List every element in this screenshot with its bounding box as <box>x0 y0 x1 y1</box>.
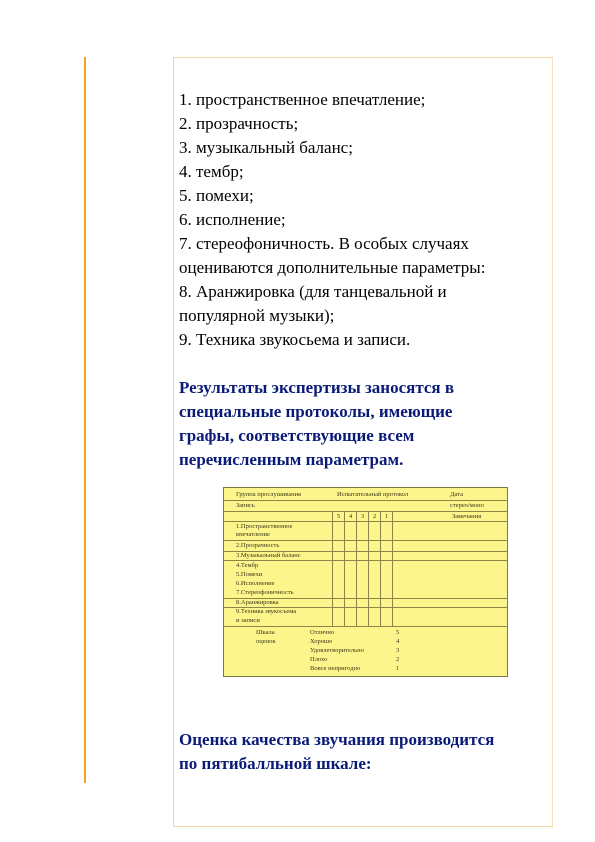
form-rule <box>224 511 507 512</box>
form-scale-item: Плохо <box>310 656 328 663</box>
form-header-date: Дата <box>450 491 463 498</box>
form-col-rule <box>356 511 357 626</box>
form-param: 2.Прозрачность <box>236 542 280 549</box>
form-score-col: 5 <box>337 513 341 520</box>
form-header-record: Запись <box>236 502 255 509</box>
form-notes-col: Замечания <box>452 513 482 520</box>
form-scale-item: Вовсе непригодно <box>310 665 361 672</box>
form-score-col: 4 <box>349 513 353 520</box>
list-item: 7. стереофоничность. В особых случаях <box>179 234 469 253</box>
paragraph-line: графы, соответствующие всем <box>179 426 415 445</box>
form-scale-score: 4 <box>396 638 400 645</box>
form-param: 1.Пространственное <box>236 523 293 530</box>
list-item: 2. прозрачность; <box>179 114 299 133</box>
list-item: 1. пространственное впечатление; <box>179 90 426 109</box>
form-scale-item: Отлично <box>310 629 335 636</box>
form-scale-score: 1 <box>396 665 400 672</box>
paragraph-line: специальные протоколы, имеющие <box>179 402 453 421</box>
form-rule <box>224 540 507 541</box>
list-item: 4. тембр; <box>179 162 244 181</box>
paragraph-line: Результаты экспертизы заносятся в <box>179 378 455 397</box>
form-param: 4.Тембр <box>236 562 259 569</box>
form-header-group: Группа прослушивания <box>236 491 302 498</box>
form-scale-score: 3 <box>396 647 400 654</box>
form-rule <box>224 500 507 501</box>
form-param: 3.Музыкальный баланс <box>236 552 301 559</box>
form-col-rule <box>332 511 333 626</box>
form-param: и записи <box>236 617 260 624</box>
grading-scale-caption <box>179 728 559 776</box>
form-rule <box>224 521 507 522</box>
form-score-col: 2 <box>373 513 377 520</box>
list-item: оцениваются дополнительные параметры: <box>179 258 486 277</box>
list-item: 9. Техника звукосьема и записи. <box>179 330 411 349</box>
form-scale-item: Удовлетворительно <box>310 647 364 654</box>
results-paragraph <box>179 376 549 472</box>
form-col-rule <box>392 511 393 626</box>
form-col-rule <box>344 511 345 626</box>
form-param: 6.Исполнение <box>236 580 275 587</box>
list-item: 6. исполнение; <box>179 210 286 229</box>
form-rule <box>224 626 507 627</box>
parameters-list <box>179 88 549 352</box>
caption-line: по пятибалльной шкале: <box>179 754 372 773</box>
form-param: 8.Аранжировка <box>236 599 279 606</box>
form-score-col: 1 <box>385 513 389 520</box>
form-scale-label: Шкала <box>256 629 275 636</box>
form-scale-score: 5 <box>396 629 400 636</box>
protocol-form-image <box>223 487 508 677</box>
form-header-title: Испытательный протокол <box>337 491 409 498</box>
form-scale-label: оценок <box>256 638 276 645</box>
list-item: 3. музыкальный баланс; <box>179 138 353 157</box>
form-score-col: 3 <box>361 513 365 520</box>
paragraph-line: перечисленным параметрам. <box>179 450 404 469</box>
form-param: 9.Техника звукосъема <box>236 608 297 615</box>
form-scale-item: Хорошо <box>310 638 333 645</box>
form-col-rule <box>368 511 369 626</box>
list-item: популярной музыки); <box>179 306 335 325</box>
form-col-rule <box>380 511 381 626</box>
caption-line: Оценка качества звучания производится <box>179 730 495 749</box>
left-margin-rule <box>84 57 86 783</box>
form-param: впечатление <box>236 531 270 538</box>
form-param: 5.Помехи <box>236 571 263 578</box>
list-item: 8. Аранжировка (для танцевальной и <box>179 282 447 301</box>
list-item: 5. помехи; <box>179 186 254 205</box>
form-scale-score: 2 <box>396 656 400 663</box>
form-rule <box>224 560 507 561</box>
form-header-stereo: стерео/моно <box>450 502 484 509</box>
form-param: 7.Стереофоничность <box>236 589 294 596</box>
